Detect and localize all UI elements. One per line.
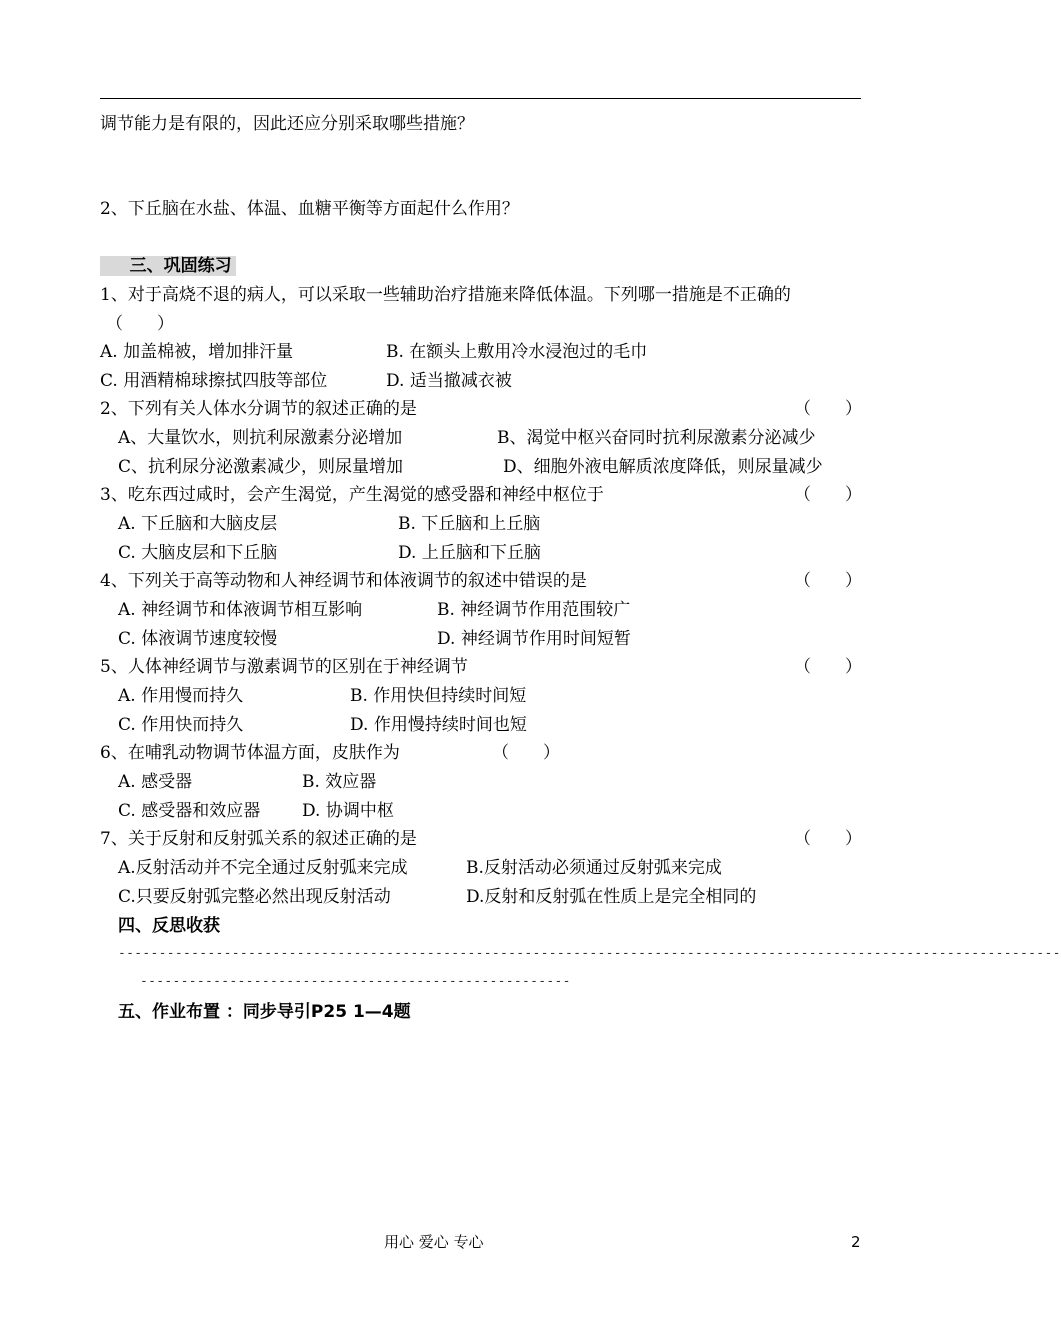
q7-stem: 7、关于反射和反射弧关系的叙述正确的是 [100,829,417,849]
homework-assignment: 五、作业布置 ：同步导引P25 1—4题 [118,1002,411,1022]
q7-answer-paren: （ ） [794,829,862,849]
reflection-line-2: ----------------------------------------------------- [140,974,571,989]
q7-option-d: D.反射和反射弧在性质上是完全相同的 [466,887,757,907]
q6-option-c: C. 感受器和效应器 [118,801,261,821]
q2-option-c: C、抗利尿分泌激素减少，则尿量增加 [118,457,404,477]
q2-stem: 2、下列有关人体水分调节的叙述正确的是 [100,399,417,419]
q3-option-c: C. 大脑皮层和下丘脑 [118,543,278,563]
q2-answer-paren: （ ） [794,399,862,419]
q6-stem: 6、在哺乳动物调节体温方面，皮肤作为 [100,743,400,763]
q2-option-b: B、渴觉中枢兴奋同时抗利尿激素分泌减少 [497,428,816,448]
q5-option-a: A. 作用慢而持久 [118,686,244,706]
q3-option-a: A. 下丘脑和大脑皮层 [118,514,278,534]
q1-option-a: A. 加盖棉被，增加排汗量 [100,342,294,362]
section4-title: 四、反思收获 [118,916,220,936]
q3-answer-paren: （ ） [794,485,862,505]
q6-option-a: A. 感受器 [118,772,193,792]
q1-answer-paren: （ ） [106,314,174,334]
q5-answer-paren: （ ） [794,657,862,677]
page-number: 2 [851,1233,861,1251]
q6-option-d: D. 协调中枢 [302,801,394,821]
q4-option-c: C. 体液调节速度较慢 [118,629,278,649]
q4-option-d: D. 神经调节作用时间短暂 [437,629,631,649]
section3-title: 三、巩固练习 [100,255,236,277]
q1-option-c: C. 用酒精棉球擦拭四肢等部位 [100,371,328,391]
q4-stem: 4、下列关于高等动物和人神经调节和体液调节的叙述中错误的是 [100,571,587,591]
q2-option-d: D、细胞外液电解质浓度降低，则尿量减少 [503,457,823,477]
q3-option-b: B. 下丘脑和上丘脑 [398,514,541,534]
q5-option-c: C. 作用快而持久 [118,715,244,735]
q6-option-b: B. 效应器 [302,772,377,792]
question-hypothalamus: 2、下丘脑在水盐、体温、血糖平衡等方面起什么作用？ [100,199,519,219]
footer-motto: 用心 爱心 专心 [384,1233,484,1251]
q4-option-a: A. 神经调节和体液调节相互影响 [118,600,363,620]
reflection-line-1: -------------------------------------------------------------------------------------------------------------------- [118,946,1061,961]
q4-answer-paren: （ ） [794,571,862,591]
q4-option-b: B. 神经调节作用范围较广 [437,600,631,620]
continued-question-text: 调节能力是有限的，因此还应分别采取哪些措施？ [100,114,474,134]
q1-option-d: D. 适当撤减衣被 [386,371,512,391]
q7-option-a: A.反射活动并不完全通过反射弧来完成 [118,858,408,878]
q6-answer-paren: （ ） [492,743,560,763]
q5-option-b: B. 作用快但持续时间短 [350,686,527,706]
q3-option-d: D. 上丘脑和下丘脑 [398,543,541,563]
q7-option-c: C.只要反射弧完整必然出现反射活动 [118,887,391,907]
q1-stem: 1、对于高烧不退的病人，可以采取一些辅助治疗措施来降低体温。下列哪一措施是不正确的 [100,285,791,305]
q7-option-b: B.反射活动必须通过反射弧来完成 [466,858,722,878]
q2-option-a: A、大量饮水，则抗利尿激素分泌增加 [118,428,403,448]
q3-stem: 3、吃东西过咸时，会产生渴觉，产生渴觉的感受器和神经中枢位于 [100,485,604,505]
header-rule [100,98,861,99]
q1-option-b: B. 在额头上敷用冷水浸泡过的毛巾 [386,342,648,362]
q5-stem: 5、人体神经调节与激素调节的区别在于神经调节 [100,657,468,677]
q5-option-d: D. 作用慢持续时间也短 [350,715,527,735]
